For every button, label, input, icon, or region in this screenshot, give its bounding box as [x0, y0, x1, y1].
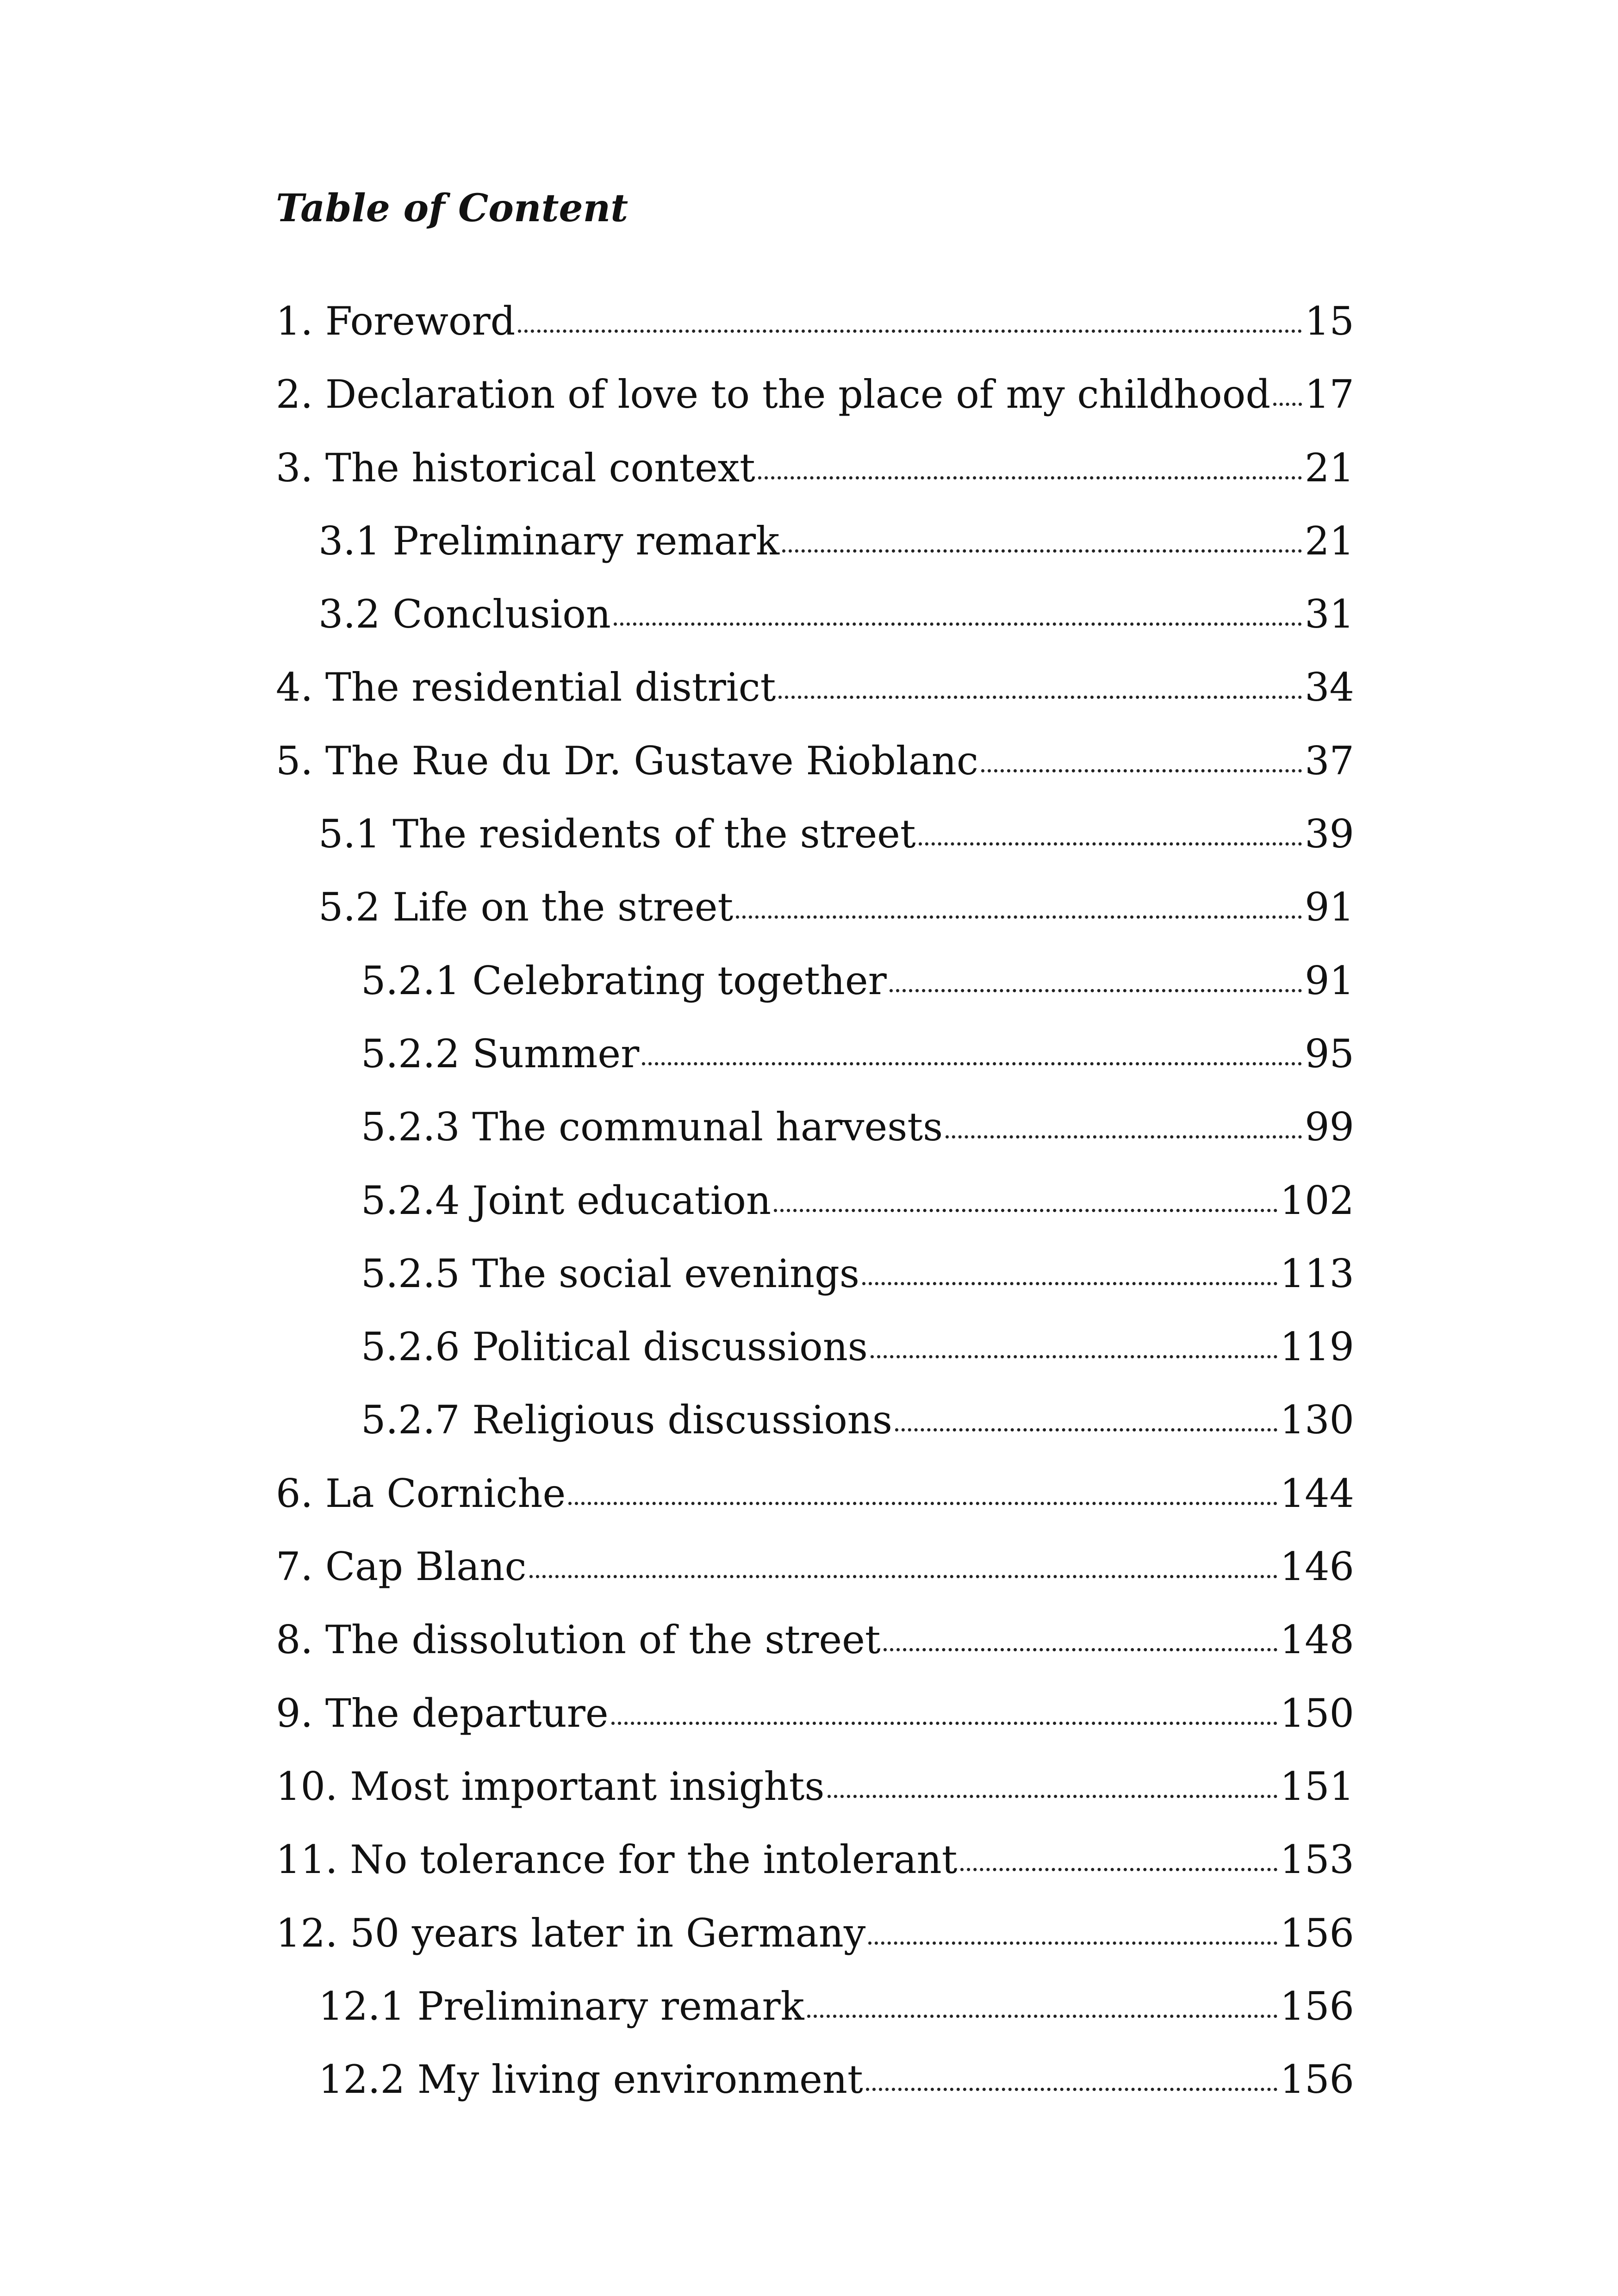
toc-entry-page-number: 113: [1280, 1251, 1354, 1296]
toc-entry-page-number: 21: [1305, 518, 1354, 564]
dot-leader: [614, 622, 1302, 626]
toc-entry[interactable]: [276, 285, 1354, 358]
toc-entry[interactable]: [276, 651, 1354, 724]
toc-entry-page-number: 91: [1305, 884, 1354, 930]
toc-entry-page-number: 130: [1280, 1397, 1354, 1443]
toc-entry-label: 5.2.6 Political discussions: [361, 1324, 868, 1370]
dot-leader: [919, 842, 1302, 846]
toc-entry[interactable]: [276, 1897, 1354, 1970]
toc-entry-label: 5. The Rue du Dr. Gustave Rioblanc: [276, 738, 978, 784]
toc-entry-label: 5.2.2 Summer: [361, 1031, 640, 1076]
toc-entry[interactable]: [276, 431, 1354, 504]
toc-entry-page-number: 99: [1305, 1104, 1354, 1150]
toc-entry[interactable]: [276, 2043, 1354, 2116]
toc-list: [276, 285, 1354, 2116]
dot-leader: [529, 1575, 1277, 1578]
toc-entry[interactable]: [276, 1750, 1354, 1823]
toc-entry-label: 5.2.5 The social evenings: [361, 1251, 860, 1296]
dot-leader: [884, 1648, 1277, 1651]
toc-entry-page-number: 31: [1305, 591, 1354, 637]
dot-leader: [828, 1795, 1277, 1798]
dot-leader: [758, 476, 1302, 479]
toc-entry[interactable]: [276, 578, 1354, 651]
toc-entry-label: 10. Most important insights: [276, 1763, 825, 1809]
toc-entry-page-number: 37: [1305, 738, 1354, 784]
toc-entry-label: 3.2 Conclusion: [318, 591, 611, 637]
toc-entry-page-number: 151: [1280, 1763, 1354, 1809]
toc-entry-label: 3.1 Preliminary remark: [318, 518, 780, 564]
toc-entry-page-number: 144: [1280, 1470, 1354, 1516]
toc-entry-label: 5.2.7 Religious discussions: [361, 1397, 892, 1443]
toc-entry[interactable]: [276, 1237, 1354, 1310]
dot-leader: [778, 696, 1302, 699]
toc-entry-page-number: 146: [1280, 1544, 1354, 1590]
dot-leader: [611, 1722, 1277, 1725]
dot-leader: [1273, 403, 1302, 406]
dot-leader: [871, 1355, 1277, 1358]
toc-entry-page-number: 150: [1280, 1690, 1354, 1736]
toc-entry-label: 5.2 Life on the street: [318, 884, 734, 930]
toc-entry[interactable]: [276, 724, 1354, 797]
toc-entry-page-number: 39: [1305, 811, 1354, 857]
dot-leader: [736, 915, 1302, 919]
dot-leader: [866, 2088, 1277, 2091]
toc-entry[interactable]: [276, 1017, 1354, 1090]
toc-entry-page-number: 95: [1305, 1031, 1354, 1076]
toc-entry-page-number: 156: [1280, 2057, 1354, 2103]
toc-entry[interactable]: [276, 1823, 1354, 1896]
toc-entry-label: 12.1 Preliminary remark: [318, 1983, 804, 2029]
dot-leader: [568, 1502, 1277, 1505]
toc-entry-page-number: 156: [1280, 1983, 1354, 2029]
toc-entry[interactable]: [276, 1457, 1354, 1530]
dot-leader: [807, 2015, 1277, 2018]
toc-entry-page-number: 91: [1305, 958, 1354, 1003]
toc-entry-page-number: 102: [1280, 1177, 1354, 1223]
toc-entry-label: 2. Declaration of love to the place of my childhood: [276, 372, 1271, 417]
toc-entry-page-number: 17: [1305, 372, 1354, 417]
toc-entry[interactable]: [276, 1603, 1354, 1676]
toc-entry-label: 1. Foreword: [276, 299, 516, 344]
dot-leader: [895, 1428, 1277, 1431]
toc-entry-label: 5.2.4 Joint education: [361, 1177, 772, 1223]
toc-entry-label: 11. No tolerance for the intolerant: [276, 1837, 958, 1883]
toc-entry[interactable]: [276, 871, 1354, 944]
dot-leader: [518, 330, 1302, 333]
dot-leader: [642, 1062, 1302, 1065]
dot-leader: [782, 549, 1302, 553]
dot-leader: [946, 1135, 1302, 1139]
dot-leader: [774, 1209, 1277, 1212]
toc-title: Table of Content: [276, 186, 629, 230]
toc-entry[interactable]: [276, 1310, 1354, 1383]
toc-entry-page-number: 34: [1305, 665, 1354, 710]
toc-entry-page-number: 148: [1280, 1617, 1354, 1663]
toc-entry-page-number: 21: [1305, 445, 1354, 491]
toc-entry[interactable]: [276, 1090, 1354, 1164]
toc-entry[interactable]: [276, 1530, 1354, 1603]
toc-entry-label: 7. Cap Blanc: [276, 1544, 527, 1590]
toc-entry[interactable]: [276, 797, 1354, 871]
dot-leader: [981, 769, 1302, 772]
toc-entry[interactable]: [276, 504, 1354, 578]
toc-entry-label: 6. La Corniche: [276, 1470, 566, 1516]
toc-page: [276, 185, 1354, 2103]
toc-entry-label: 5.1 The residents of the street: [318, 811, 916, 857]
toc-entry-label: 5.2.3 The communal harvests: [361, 1104, 943, 1150]
toc-entry[interactable]: [276, 1164, 1354, 1237]
toc-entry-label: 3. The historical context: [276, 445, 755, 491]
toc-entry-page-number: 119: [1280, 1324, 1354, 1370]
dot-leader: [862, 1282, 1277, 1285]
toc-entry[interactable]: [276, 1383, 1354, 1456]
toc-entry[interactable]: [276, 1677, 1354, 1750]
toc-entry[interactable]: [276, 358, 1354, 431]
toc-entry[interactable]: [276, 944, 1354, 1017]
dot-leader: [960, 1868, 1277, 1871]
toc-entry-page-number: 153: [1280, 1837, 1354, 1883]
toc-entry-page-number: 15: [1305, 299, 1354, 344]
toc-entry-label: 8. The dissolution of the street: [276, 1617, 881, 1663]
toc-entry-label: 4. The residential district: [276, 665, 776, 710]
toc-entry-label: 5.2.1 Celebrating together: [361, 958, 887, 1003]
dot-leader: [868, 1941, 1277, 1945]
dot-leader: [890, 989, 1302, 992]
toc-entry-label: 12. 50 years later in Germany: [276, 1910, 866, 1956]
toc-entry-label: 9. The departure: [276, 1690, 609, 1736]
toc-entry-label: 12.2 My living environment: [318, 2057, 863, 2103]
toc-entry[interactable]: [276, 1970, 1354, 2043]
toc-entry-page-number: 156: [1280, 1910, 1354, 1956]
